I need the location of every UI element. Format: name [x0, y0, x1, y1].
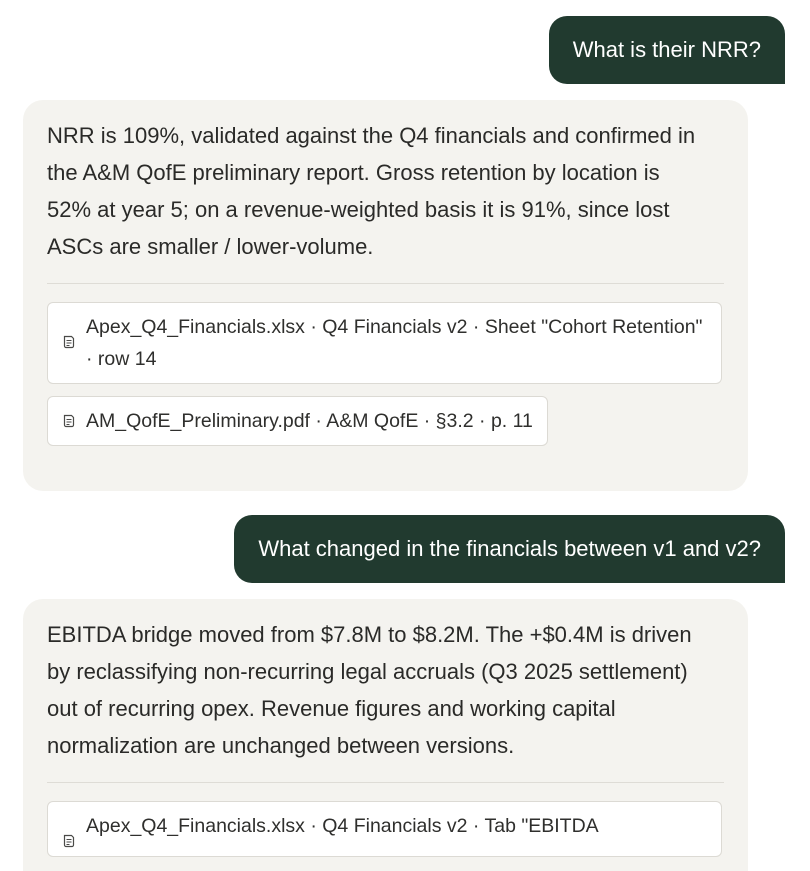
assistant-message — [23, 599, 748, 871]
citation-chip[interactable] — [47, 801, 722, 857]
citation-label: Apex_Q4_Financials.xlsx · Q4 Financials v2 · Sheet "Cohort Retention" · row 14 — [86, 316, 703, 370]
citations-divider — [47, 782, 724, 783]
assistant-message — [23, 100, 748, 491]
citation-label: AM_QofE_Preliminary.pdf · A&M QofE · §3.2 · p. 11 — [86, 410, 533, 432]
citations-divider — [47, 283, 724, 284]
document-icon — [62, 335, 76, 349]
assistant-message-text: NRR is 109%, validated against the Q4 financials and confirmed in the A&M QofE preliminary report. Gross retention by location is 52% at year 5; on a revenue-weighted basis it is 91%, since lost ASCs are smaller / lower-volume. — [47, 123, 696, 259]
document-icon — [62, 834, 76, 848]
assistant-message-text: EBITDA bridge moved from $7.8M to $8.2M. The +$0.4M is driven by reclassifying non-recurring legal accruals (Q3 2025 settlement) out of recurring opex. Revenue figures and working capital normalization are unchanged between versions. — [47, 622, 692, 758]
user-message: What changed in the financials between v1 and v2? — [234, 515, 785, 583]
citation-chip[interactable] — [47, 396, 548, 446]
citation-label: Apex_Q4_Financials.xlsx · Q4 Financials v2 · Tab "EBITDA — [86, 815, 599, 837]
document-icon — [62, 414, 76, 428]
user-message: What is their NRR? — [549, 16, 785, 84]
citation-chip[interactable] — [47, 302, 722, 384]
